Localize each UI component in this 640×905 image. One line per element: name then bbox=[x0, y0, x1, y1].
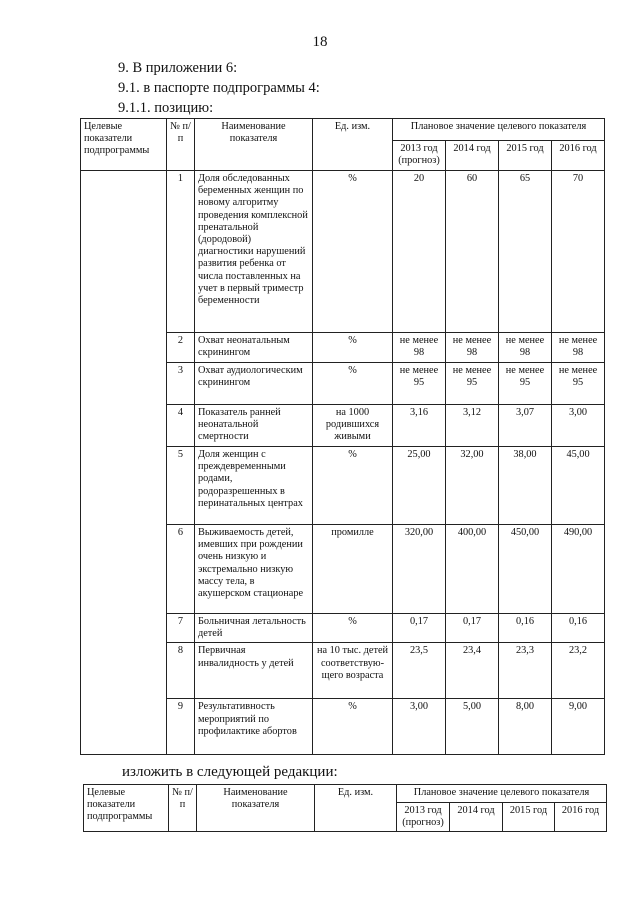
header-row bbox=[81, 119, 605, 141]
row-value-2015: 8,00 bbox=[499, 699, 552, 755]
row-value-2014: 3,12 bbox=[446, 405, 499, 447]
header-num: № п/п bbox=[169, 785, 197, 832]
header-name: Наименование показателя bbox=[195, 119, 313, 171]
header-unit: Ед. изм. bbox=[315, 785, 397, 832]
row-name: Доля обследованных беременных женщин по новому алгоритму проведения комплексной пренатальной (дородовой) диагностики нарушений развития ребенка от числа поставленных на учет в первый триместр беременности bbox=[195, 171, 313, 333]
table-row bbox=[81, 447, 605, 525]
new-indicators-table bbox=[83, 784, 607, 832]
row-value-2015: 3,07 bbox=[499, 405, 552, 447]
replace-instruction: изложить в следующей редакции: bbox=[122, 764, 338, 780]
row-value-2013: 3,16 bbox=[393, 405, 446, 447]
header-year-2014: 2014 год bbox=[446, 141, 499, 171]
row-num: 7 bbox=[167, 614, 195, 643]
row-num: 5 bbox=[167, 447, 195, 525]
row-unit: промилле bbox=[313, 525, 393, 614]
row-unit: % bbox=[313, 699, 393, 755]
row-value-2014: 400,00 bbox=[446, 525, 499, 614]
row-value-2015: не менее 95 bbox=[499, 363, 552, 405]
row-value-2015: 65 bbox=[499, 171, 552, 333]
row-num: 4 bbox=[167, 405, 195, 447]
row-name: Охват неонатальным скринингом bbox=[195, 333, 313, 363]
table-row bbox=[81, 363, 605, 405]
header-year-2016: 2016 год bbox=[555, 803, 607, 832]
row-name: Первичная инвалидность у детей bbox=[195, 643, 313, 699]
header-planned: Плановое значение целевого показателя bbox=[393, 119, 605, 141]
row-value-2013: 0,17 bbox=[393, 614, 446, 643]
row-num: 9 bbox=[167, 699, 195, 755]
header-unit: Ед. изм. bbox=[313, 119, 393, 171]
target-cell bbox=[81, 333, 167, 363]
row-value-2013: 20 bbox=[393, 171, 446, 333]
row-value-2013: 3,00 bbox=[393, 699, 446, 755]
header-year-2016: 2016 год bbox=[552, 141, 605, 171]
table-row bbox=[81, 614, 605, 643]
row-value-2015: 23,3 bbox=[499, 643, 552, 699]
indicators-table bbox=[80, 118, 605, 755]
row-value-2016: не менее 95 bbox=[552, 363, 605, 405]
row-value-2013: 23,5 bbox=[393, 643, 446, 699]
row-unit: % bbox=[313, 447, 393, 525]
row-num: 3 bbox=[167, 363, 195, 405]
target-cell bbox=[81, 614, 167, 643]
header-num: № п/п bbox=[167, 119, 195, 171]
row-name: Выживаемость детей, имевших при рождении очень низкую и экстремально низкую массу тела, в акушерском стационаре bbox=[195, 525, 313, 614]
header-row bbox=[84, 785, 607, 803]
table-row bbox=[81, 525, 605, 614]
row-value-2015: 450,00 bbox=[499, 525, 552, 614]
target-cell bbox=[81, 699, 167, 755]
row-value-2016: 0,16 bbox=[552, 614, 605, 643]
header-target: Целевые показатели подпрограммы bbox=[81, 119, 167, 171]
row-value-2016: 3,00 bbox=[552, 405, 605, 447]
table-row bbox=[81, 171, 605, 333]
row-unit: % bbox=[313, 614, 393, 643]
row-value-2015: не менее 98 bbox=[499, 333, 552, 363]
row-value-2016: 70 bbox=[552, 171, 605, 333]
row-value-2013: не менее 98 bbox=[393, 333, 446, 363]
row-num: 8 bbox=[167, 643, 195, 699]
header-year-2015: 2015 год bbox=[499, 141, 552, 171]
row-unit: % bbox=[313, 363, 393, 405]
row-value-2013: не менее 95 bbox=[393, 363, 446, 405]
table-row bbox=[81, 333, 605, 363]
row-num: 6 bbox=[167, 525, 195, 614]
row-value-2014: 32,00 bbox=[446, 447, 499, 525]
row-value-2016: 23,2 bbox=[552, 643, 605, 699]
row-name: Больничная летальность детей bbox=[195, 614, 313, 643]
row-value-2014: 60 bbox=[446, 171, 499, 333]
row-name: Показатель ранней неонатальной смертности bbox=[195, 405, 313, 447]
row-value-2015: 38,00 bbox=[499, 447, 552, 525]
target-cell bbox=[81, 405, 167, 447]
target-cell bbox=[81, 525, 167, 614]
header-year-2014: 2014 год bbox=[450, 803, 503, 832]
row-value-2013: 320,00 bbox=[393, 525, 446, 614]
row-name: Результативность мероприятий по профилактике абортов bbox=[195, 699, 313, 755]
page-number: 18 bbox=[312, 34, 328, 50]
row-num: 2 bbox=[167, 333, 195, 363]
row-value-2014: 5,00 bbox=[446, 699, 499, 755]
row-value-2016: 45,00 bbox=[552, 447, 605, 525]
row-unit: на 1000 родившихся живыми bbox=[313, 405, 393, 447]
row-value-2016: не менее 98 bbox=[552, 333, 605, 363]
header-year-2015: 2015 год bbox=[503, 803, 555, 832]
row-unit: % bbox=[313, 171, 393, 333]
header-name: Наименование показателя bbox=[197, 785, 315, 832]
row-value-2014: 23,4 bbox=[446, 643, 499, 699]
target-cell bbox=[81, 643, 167, 699]
header-year-2013: 2013 год (прогноз) bbox=[393, 141, 446, 171]
row-value-2014: не менее 95 bbox=[446, 363, 499, 405]
row-value-2014: не менее 98 bbox=[446, 333, 499, 363]
table-row bbox=[81, 405, 605, 447]
table-row bbox=[81, 699, 605, 755]
row-num: 1 bbox=[167, 171, 195, 333]
target-cell bbox=[81, 447, 167, 525]
row-value-2013: 25,00 bbox=[393, 447, 446, 525]
header-year-2013: 2013 год (прогноз) bbox=[397, 803, 450, 832]
row-value-2016: 9,00 bbox=[552, 699, 605, 755]
row-value-2014: 0,17 bbox=[446, 614, 499, 643]
row-unit: на 10 тыс. детей соответствую-щего возраста bbox=[313, 643, 393, 699]
row-name: Охват аудиологическим скринингом bbox=[195, 363, 313, 405]
instruction-line-2: 9.1. в паспорте подпрограммы 4: bbox=[118, 80, 320, 96]
row-unit: % bbox=[313, 333, 393, 363]
instruction-line-3: 9.1.1. позицию: bbox=[118, 100, 214, 116]
row-value-2015: 0,16 bbox=[499, 614, 552, 643]
row-name: Доля женщин с преждевременными родами, родоразрешенных в перинатальных центрах bbox=[195, 447, 313, 525]
target-cell bbox=[81, 363, 167, 405]
table-row bbox=[81, 643, 605, 699]
header-target: Целевые показатели подпрограммы bbox=[84, 785, 169, 832]
target-cell bbox=[81, 171, 167, 333]
row-value-2016: 490,00 bbox=[552, 525, 605, 614]
header-planned: Плановое значение целевого показателя bbox=[397, 785, 607, 803]
instruction-line-1: 9. В приложении 6: bbox=[118, 60, 238, 76]
